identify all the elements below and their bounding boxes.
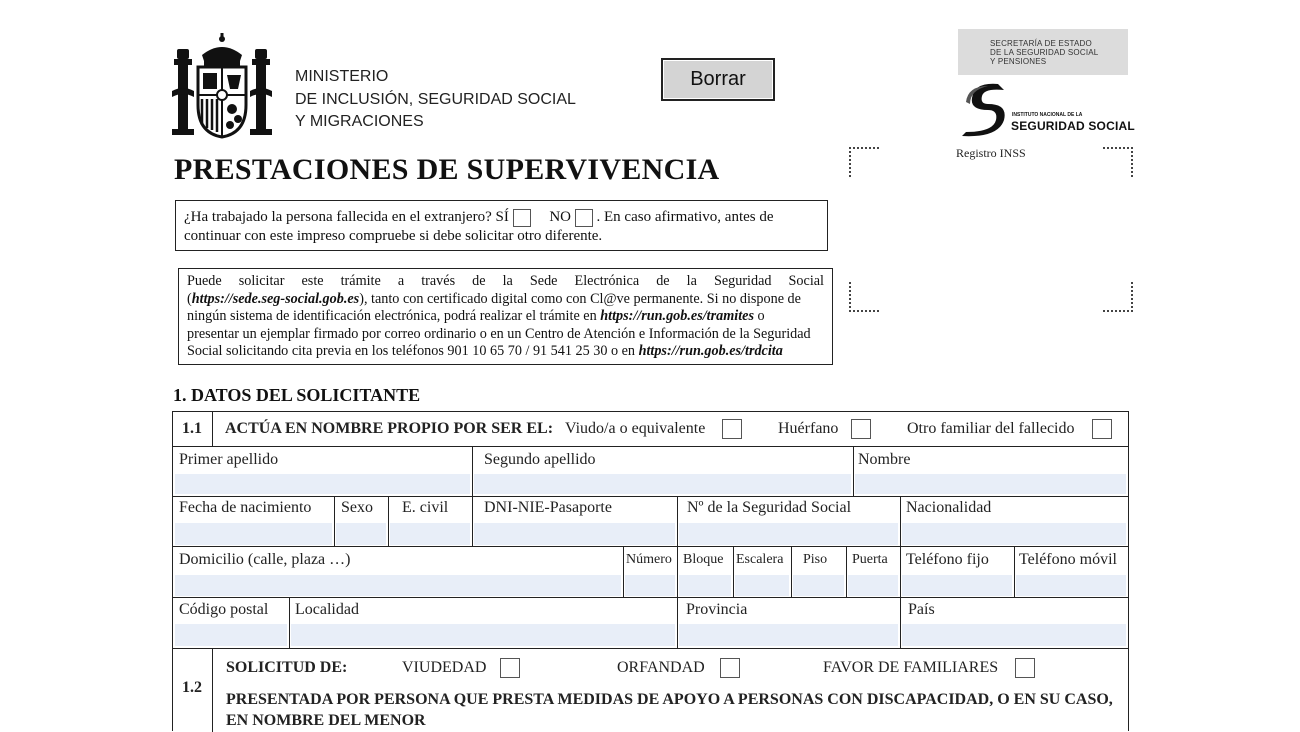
orfandad-label: ORFANDAD bbox=[617, 659, 705, 676]
bloque-input[interactable] bbox=[679, 575, 731, 596]
col-divider bbox=[623, 546, 624, 597]
localidad-input[interactable] bbox=[291, 624, 675, 646]
col-divider bbox=[472, 446, 473, 496]
numero-input[interactable] bbox=[625, 575, 675, 596]
segundo-apellido-input[interactable] bbox=[474, 474, 851, 494]
foreign-si-checkbox[interactable] bbox=[513, 209, 531, 227]
col-divider bbox=[733, 546, 734, 597]
registro-label: Registro INSS bbox=[956, 146, 1026, 160]
nss-label: Nº de la Seguridad Social bbox=[687, 499, 852, 516]
telefono-movil-input[interactable] bbox=[1016, 575, 1126, 596]
notice-line-3-end: o bbox=[757, 308, 765, 325]
inss-title: SEGURIDAD SOCIAL bbox=[1011, 119, 1135, 133]
viudo-label: Viudo/a o equivalente bbox=[565, 420, 706, 437]
otro-familiar-label: Otro familiar del fallecido bbox=[907, 420, 1075, 437]
ministry-name-line-3: Y MIGRACIONES bbox=[295, 113, 424, 130]
otro-familiar-checkbox[interactable] bbox=[1092, 419, 1112, 439]
provincia-input[interactable] bbox=[679, 624, 898, 646]
favor-familiares-checkbox[interactable] bbox=[1015, 658, 1035, 678]
row-divider bbox=[173, 597, 1128, 598]
col-divider bbox=[334, 496, 335, 546]
secretaria-line: SECRETARÍA DE ESTADO bbox=[990, 39, 1092, 48]
notice-line-2: ), tanto con certificado digital como con Cl@ve permanente. Si no dispone de bbox=[359, 290, 801, 307]
stamp-corner-br bbox=[1103, 282, 1133, 312]
representative-line-2: EN NOMBRE DEL MENOR bbox=[226, 712, 426, 729]
no-label: NO bbox=[549, 209, 572, 225]
col-divider bbox=[388, 496, 389, 546]
foreign-no-checkbox[interactable] bbox=[575, 209, 593, 227]
inss-small-text: INSTITUTO NACIONAL DE LA bbox=[1012, 112, 1083, 118]
col-divider bbox=[853, 446, 854, 496]
section-1-2-label: SOLICITUD DE: bbox=[226, 659, 348, 676]
localidad-label: Localidad bbox=[295, 601, 359, 618]
reset-button[interactable]: Borrar bbox=[661, 58, 775, 101]
run-tramites-link[interactable]: https://run.gob.es/tramites bbox=[600, 308, 754, 325]
estado-civil-label: E. civil bbox=[402, 499, 449, 516]
foreign-question-line-2: continuar con este impreso compruebe si debe solicitar otro diferente. bbox=[184, 227, 603, 244]
numero-label: Número bbox=[626, 552, 672, 567]
secretaria-box bbox=[958, 29, 1128, 75]
page-title: PRESTACIONES DE SUPERVIVENCIA bbox=[174, 153, 720, 186]
huerfano-label: Huérfano bbox=[778, 420, 839, 437]
favor-familiares-label: FAVOR DE FAMILIARES bbox=[823, 659, 999, 676]
notice-line-5: Social solicitando cita previa en los teléfonos 901 10 65 70 / 91 541 25 30 o en bbox=[187, 343, 636, 360]
stamp-corner-bl bbox=[849, 282, 879, 312]
domicilio-input[interactable] bbox=[175, 575, 621, 596]
telefono-fijo-input[interactable] bbox=[902, 575, 1012, 596]
nacionalidad-input[interactable] bbox=[902, 523, 1126, 545]
provincia-label: Provincia bbox=[686, 601, 748, 618]
puerta-label: Puerta bbox=[852, 552, 888, 567]
telefono-fijo-label: Teléfono fijo bbox=[906, 551, 989, 568]
col-divider bbox=[212, 648, 213, 732]
row-divider bbox=[173, 446, 1128, 447]
section-1-2-number: 1.2 bbox=[182, 679, 202, 696]
col-divider bbox=[212, 412, 213, 446]
viudedad-label: VIUDEDAD bbox=[402, 659, 487, 676]
sexo-input[interactable] bbox=[336, 523, 386, 545]
si-label: SÍ bbox=[495, 209, 509, 225]
col-divider bbox=[472, 496, 473, 546]
codigo-postal-label: Código postal bbox=[179, 601, 269, 618]
nombre-input[interactable] bbox=[855, 474, 1126, 494]
escalera-label: Escalera bbox=[736, 552, 784, 567]
fecha-nacimiento-input[interactable] bbox=[175, 523, 332, 545]
dni-input[interactable] bbox=[474, 523, 675, 545]
viudedad-checkbox[interactable] bbox=[500, 658, 520, 678]
escalera-input[interactable] bbox=[735, 575, 789, 596]
secretaria-line: Y PENSIONES bbox=[990, 57, 1047, 66]
secretaria-line: DE LA SEGURIDAD SOCIAL bbox=[990, 48, 1099, 57]
col-divider bbox=[846, 546, 847, 597]
segundo-apellido-label: Segundo apellido bbox=[484, 451, 596, 468]
run-trdcita-link[interactable]: https://run.gob.es/trdcita bbox=[638, 343, 783, 360]
col-divider bbox=[1014, 546, 1015, 597]
viudo-checkbox[interactable] bbox=[722, 419, 742, 439]
nss-input[interactable] bbox=[679, 523, 898, 545]
section-1-title: 1. DATOS DEL SOLICITANTE bbox=[173, 385, 421, 405]
col-divider bbox=[900, 496, 901, 648]
primer-apellido-label: Primer apellido bbox=[179, 451, 279, 468]
foreign-question-continuation: . En caso afirmativo, antes de bbox=[596, 209, 774, 225]
foreign-question-text: ¿Ha trabajado la persona fallecida en el extranjero? bbox=[184, 209, 492, 225]
bloque-label: Bloque bbox=[683, 552, 724, 567]
sede-link[interactable]: https://sede.seg-social.gob.es bbox=[191, 290, 360, 307]
codigo-postal-input[interactable] bbox=[175, 624, 287, 646]
telefono-movil-label: Teléfono móvil bbox=[1019, 551, 1117, 568]
ministry-name-line-1: MINISTERIO bbox=[295, 68, 389, 85]
row-divider bbox=[173, 648, 1128, 649]
domicilio-label: Domicilio (calle, plaza …) bbox=[179, 551, 351, 568]
stamp-corner-tl bbox=[849, 147, 879, 177]
nombre-label: Nombre bbox=[858, 451, 911, 468]
piso-label: Piso bbox=[803, 552, 828, 567]
stamp-corner-tr bbox=[1103, 147, 1133, 177]
section-1-1-number: 1.1 bbox=[182, 420, 202, 437]
col-divider bbox=[289, 597, 290, 648]
dni-label: DNI-NIE-Pasaporte bbox=[484, 499, 612, 516]
puerta-input[interactable] bbox=[848, 575, 898, 596]
huerfano-checkbox[interactable] bbox=[851, 419, 871, 439]
sexo-label: Sexo bbox=[341, 499, 373, 516]
foreign-work-question-box bbox=[175, 200, 828, 251]
representative-line-1: PRESENTADA POR PERSONA QUE PRESTA MEDIDAS DE APOYO A PERSONAS CON DISCAPACIDAD, O EN SU CASO, bbox=[226, 691, 1113, 708]
ministry-name-line-2: DE INCLUSIÓN, SEGURIDAD SOCIAL bbox=[295, 91, 576, 108]
orfandad-checkbox[interactable] bbox=[720, 658, 740, 678]
piso-input[interactable] bbox=[793, 575, 844, 596]
pais-input[interactable] bbox=[902, 624, 1126, 646]
col-divider bbox=[677, 496, 678, 648]
primer-apellido-input[interactable] bbox=[175, 474, 470, 494]
col-divider bbox=[791, 546, 792, 597]
notice-line-1: Puede solicitar este trámite a través de la Sede Electrónica de la Seguridad Social bbox=[187, 273, 824, 289]
row-divider bbox=[173, 496, 1128, 497]
online-procedure-notice: Puede solicitar este trámite a través de la Sede Electrónica de la Seguridad Social (https://sede.seg-social.gob.es), tanto con certificado digital como con Cl@ve permanente. Si no dispone de ningún sistema de identificación electrónica, podrá realizar el trámite en https://run.gob.es/tramites o presentar un ejemplar firmado por correo ordinario o en un Centro de Atención e Información de la Seguridad Social solicitando cita previa en los teléfonos 901 10 65 70 / 91 541 25 30 o en https://run.gob.es/trdcita bbox=[178, 268, 833, 365]
estado-civil-input[interactable] bbox=[390, 523, 470, 545]
seguridad-social-logo-icon bbox=[958, 80, 1008, 138]
coat-of-arms-logo bbox=[172, 33, 272, 139]
section-1-1-label: ACTÚA EN NOMBRE PROPIO POR SER EL: bbox=[225, 420, 554, 437]
applicant-data-form bbox=[172, 411, 1129, 731]
pais-label: País bbox=[908, 601, 935, 618]
row-divider bbox=[173, 546, 1128, 547]
notice-line-3: ningún sistema de identificación electrónica, podrá realizar el trámite en bbox=[187, 308, 597, 325]
fecha-nacimiento-label: Fecha de nacimiento bbox=[179, 499, 312, 516]
nacionalidad-label: Nacionalidad bbox=[906, 499, 992, 516]
notice-line-4: presentar un ejemplar firmado por correo ordinario o en un Centro de Atención e Información de la Seguridad bbox=[187, 325, 811, 342]
